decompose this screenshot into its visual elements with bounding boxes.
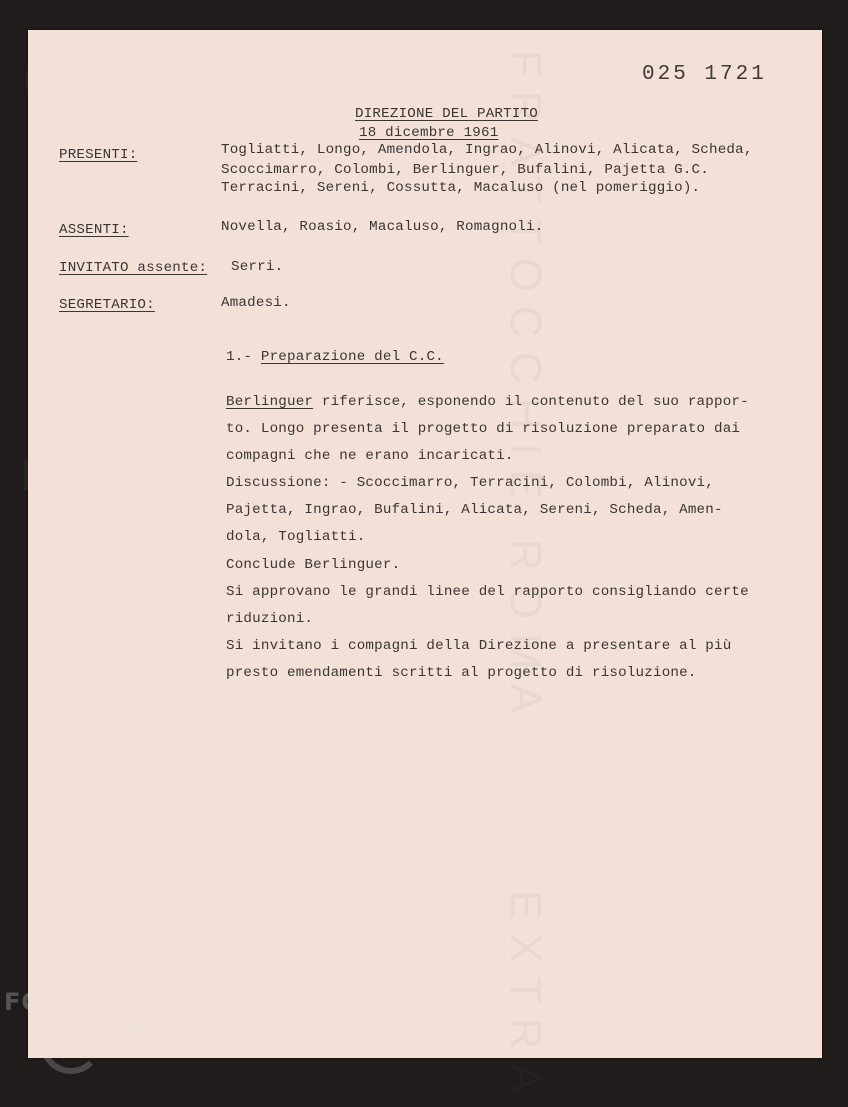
segretario-label: SEGRETARIO: (59, 297, 155, 313)
archive-watermark: FRATTOCCHIE ROMA (501, 50, 550, 728)
presenti-line: Scoccimarro, Colombi, Berlinguer, Bufalini, Pajetta G.C. (221, 162, 709, 178)
body-line: Pajetta, Ingrao, Bufalini, Alicata, Sereni, Scheda, Amen- (226, 502, 723, 518)
body-line: to. Longo presenta il progetto di risoluzione preparato dai (226, 421, 741, 437)
document-page (28, 30, 822, 1107)
logo-line-1: FONDAZIONE (4, 988, 193, 1016)
presenti-line: Togliatti, Longo, Amendola, Ingrao, Alinovi, Alicata, Scheda, (221, 142, 753, 158)
assenti-list: Novella, Roasio, Macaluso, Romagnoli. (221, 219, 544, 235)
body-line: Conclude Berlinguer. (226, 557, 401, 573)
archive-watermark: EXTRA (501, 890, 550, 1107)
body-line (226, 395, 749, 409)
body-line: compagni che ne erano incaricati. (226, 448, 514, 464)
presenti-label: PRESENTI: (59, 147, 138, 163)
body-line: Si approvano le grandi linee del rapporto consigliando certe (226, 584, 749, 600)
invitato-label: INVITATO assente: (59, 260, 208, 276)
section-number: 1.- (226, 349, 253, 365)
logo-ring-icon (40, 1012, 102, 1074)
document-title: DIREZIONE DEL PARTITO (355, 106, 538, 122)
document-date: 18 dicembre 1961 (359, 125, 499, 141)
body-line: dola, Togliatti. (226, 529, 366, 545)
body-line: presto emendamenti scritti al progetto di risoluzione. (226, 665, 697, 681)
fondazione-gramsci-logo (4, 988, 197, 1044)
body-line: riduzioni. (226, 611, 314, 627)
section-heading (226, 350, 444, 364)
body-line: Discussione: - Scoccimarro, Terracini, Colombi, Alinovi, (226, 475, 714, 491)
assenti-label: ASSENTI: (59, 222, 129, 238)
section-title: Preparazione del C.C. (260, 349, 444, 365)
body-first-word: Berlinguer (226, 394, 314, 410)
presenti-line: Terracini, Sereni, Cossutta, Macaluso (nel pomeriggio). (221, 180, 701, 196)
body-first-rest: riferisce, esponendo il contenuto del suo rappor- (313, 394, 749, 410)
body-line: Si invitano i compagni della Direzione a presentare al più (226, 638, 732, 654)
segretario-name: Amadesi. (221, 295, 291, 311)
invitato-name: Serri. (231, 259, 284, 275)
logo-line-2: GRAMSCI (66, 1016, 198, 1044)
document-number: 025 1721 (642, 63, 767, 86)
